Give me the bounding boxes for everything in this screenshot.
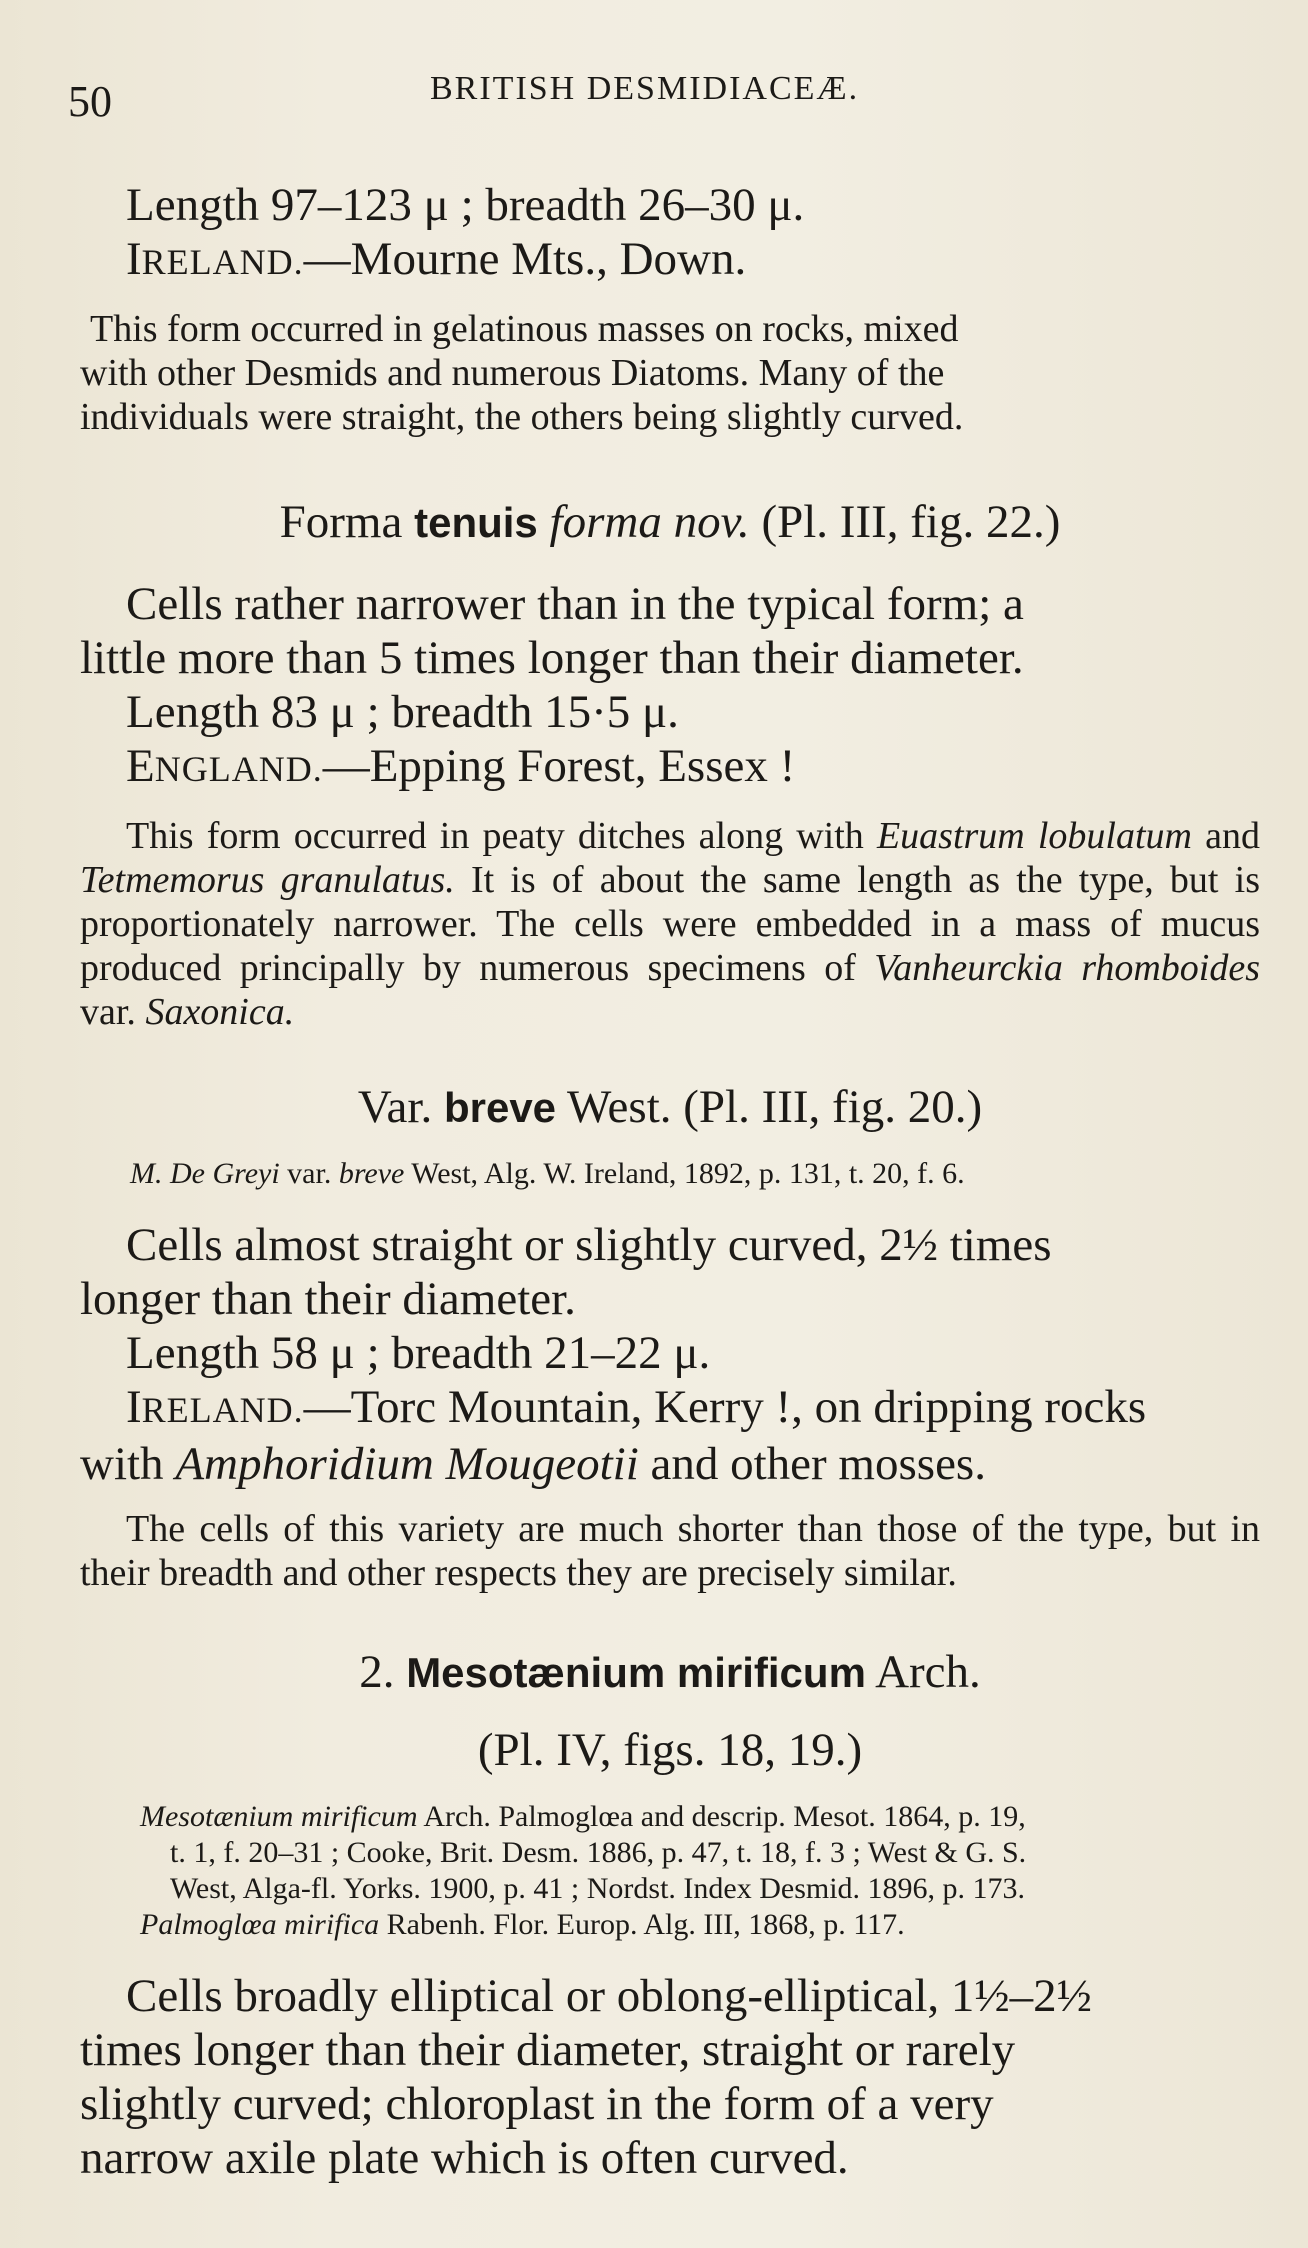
locality-initial: I [126, 233, 142, 285]
locality-text: with [80, 1438, 176, 1490]
author-name: Arch. [865, 1646, 981, 1698]
synonym-name: Mesotænium mirificum [140, 1800, 418, 1833]
locality-line [80, 1380, 1260, 1437]
description-line: Cells broadly elliptical or oblong-elliptical, 1½–2½ [126, 1970, 1092, 2022]
locality-line [80, 739, 1260, 796]
measurement-line: Length 97–123 μ ; breadth 26–30 μ. [126, 179, 805, 231]
description-line: little more than 5 times longer than their diameter. [80, 632, 1024, 684]
synonymy-line: t. 1, f. 20–31 ; Cooke, Brit. Desm. 1886, p. 47, t. 18, f. 3 ; West & G. S. [170, 1836, 1027, 1869]
locality-line-continued [80, 1437, 1260, 1491]
note-line: This form occurred in gelatinous masses on rocks, mixed [90, 308, 959, 350]
synonymy-line [140, 1799, 1260, 1835]
taxon-name: Mesotænium mirificum [406, 1649, 866, 1696]
note-text: This form occurred in peaty ditches along with [126, 815, 877, 857]
measurement-line: Length 83 μ ; breadth 15·5 μ. [126, 686, 679, 738]
species-name: Saxonica. [145, 991, 295, 1033]
species-name: Vanheurckia rhomboides [874, 947, 1260, 989]
synonym-citation: Rabenh. Flor. Europ. Alg. III, 1868, p. 117. [379, 1908, 905, 1941]
note-text: var. [80, 991, 146, 1033]
locality-smallcaps: RELAND. [141, 1390, 304, 1430]
description-paragraph [80, 1969, 1260, 2185]
plate-reference: (Pl. III, fig. 22.) [749, 496, 1061, 548]
locality-text: and other mosses. [638, 1438, 986, 1490]
locality-rest: —Torc Mountain, Kerry !, on dripping rocks [303, 1381, 1147, 1433]
note-text: It is of about the same length as the type, but is proportionately narrower. The cells were embedded in a mass of mucus produced principally by numerous specimens of [80, 859, 1260, 989]
locality-rest: —Mourne Mts., Down. [303, 233, 747, 285]
plate-reference: (Pl. IV, figs. 18, 19.) [477, 1724, 863, 1776]
note-paragraph: The cells of this variety are much shorter than those of the type, but in their breadth and other respects they are precisely similar. [80, 1508, 1260, 1594]
taxon-name: breve [443, 1084, 557, 1131]
synonymy-line: West, Alga-fl. Yorks. 1900, p. 41 ; Nordst. Index Desmid. 1896, p. 173. [170, 1872, 1026, 1905]
taxon-name: tenuis [414, 499, 538, 546]
species-name: Amphoridium Mougeotii [175, 1438, 639, 1490]
synonymy-block [80, 1799, 1260, 1943]
running-title: BRITISH DESMIDIACEÆ. [430, 70, 860, 107]
species-name: Tetmemorus granulatus. [80, 859, 455, 901]
synonym-name: Palmoglœa mirifica [140, 1908, 380, 1941]
synonym-citation: West, Alg. W. Ireland, 1892, p. 131, t. 20, f. 6. [404, 1157, 965, 1190]
note-line: individuals were straight, the others being slightly curved. [80, 396, 964, 438]
description-line: slightly curved; chloroplast in the form of a very [80, 2078, 994, 2130]
description-paragraph [80, 577, 1260, 796]
plate-reference: West. (Pl. III, fig. 20.) [556, 1081, 983, 1133]
measurement-line: Length 58 μ ; breadth 21–22 μ. [126, 1327, 711, 1379]
locality-line [80, 232, 1260, 289]
locality-initial: I [126, 1381, 142, 1433]
locality-rest: —Epping Forest, Essex ! [322, 740, 796, 792]
description-line: Cells rather narrower than in the typical form; a [126, 578, 1024, 630]
species-name: Euastrum lobulatum [876, 815, 1192, 857]
heading-text: Forma [279, 496, 415, 548]
page-header [0, 70, 1308, 130]
description-line: narrow axile plate which is often curved. [80, 2132, 849, 2184]
note-line: with other Desmids and numerous Diatoms. Many of the [80, 352, 945, 394]
synonymy-line [140, 1907, 1260, 1943]
note-text: and [1191, 815, 1260, 857]
synonym-name: M. De Greyi [130, 1157, 280, 1190]
description-line: times longer than their diameter, straight or rarely [80, 2024, 1016, 2076]
variety-heading [80, 1080, 1260, 1134]
forma-heading [80, 495, 1260, 549]
page-number: 50 [68, 77, 112, 126]
note-paragraph [80, 814, 1260, 1034]
description-line: Cells almost straight or slightly curved, 2½ times [126, 1219, 1052, 1271]
species-number: 2. [359, 1646, 407, 1698]
heading-text: Var. [357, 1081, 444, 1133]
synonym-citation: Arch. Palmoglœa and descrip. Mesot. 1864, p. 19, [417, 1800, 1026, 1833]
description-paragraph [80, 1218, 1260, 1491]
note-paragraph [80, 307, 1260, 439]
locality-smallcaps: NGLAND. [154, 749, 323, 789]
heading-italic: forma nov. [537, 496, 750, 548]
locality-initial: E [126, 740, 155, 792]
synonymy-line [80, 1156, 1260, 1192]
description-line: longer than their diameter. [80, 1273, 576, 1325]
species-heading [80, 1645, 1260, 1699]
locality-smallcaps: RELAND. [141, 242, 304, 282]
synonym-name: breve [338, 1157, 405, 1190]
page-body [80, 170, 1260, 2185]
synonym-text: var. [279, 1157, 339, 1190]
